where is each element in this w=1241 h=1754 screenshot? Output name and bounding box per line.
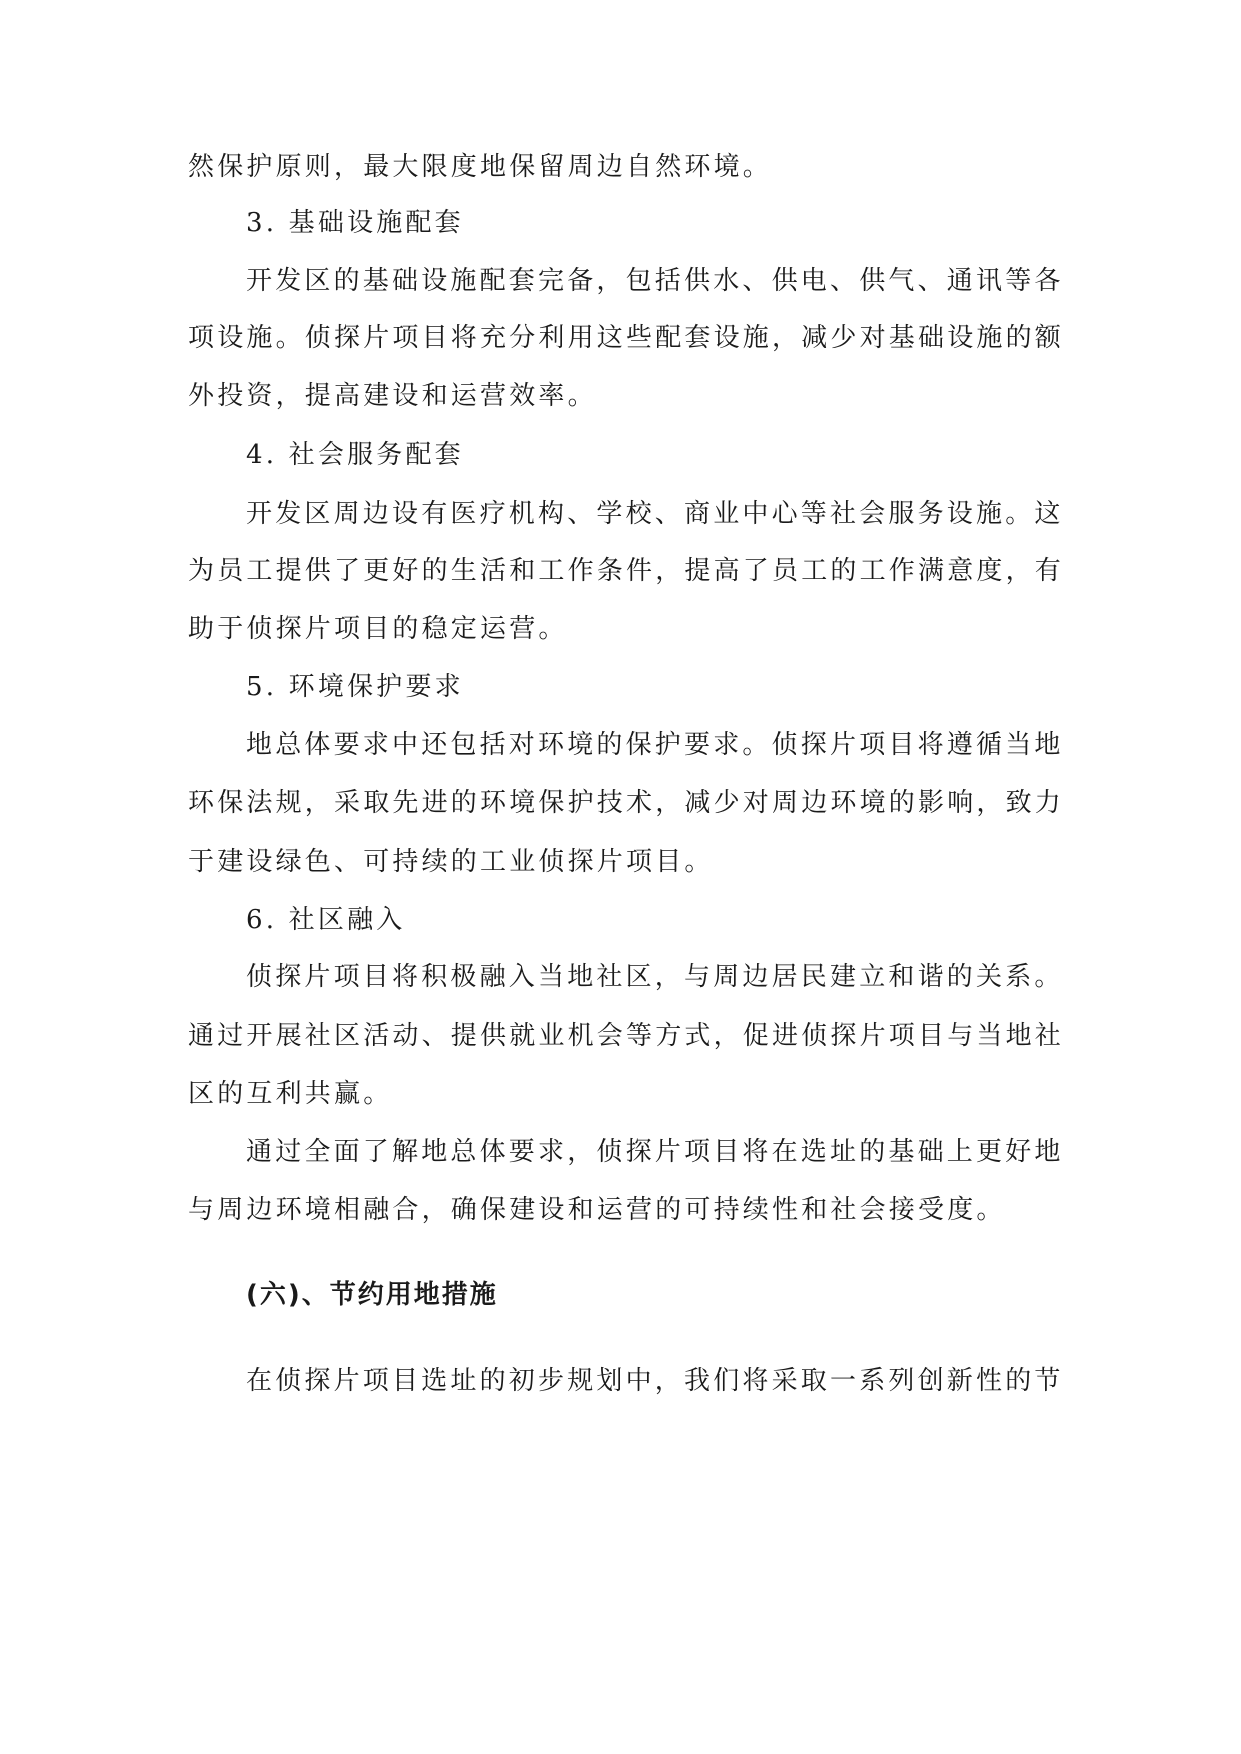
paragraph-line: 于建设绿色、可持续的工业侦探片项目。 [188, 847, 714, 877]
paragraph-line: 通过开展社区活动、提供就业机会等方式，促进侦探片项目与当地社 [188, 1021, 1065, 1051]
paragraph-line: 开发区的基础设施配套完备，包括供水、供电、供气、通讯等各 [246, 266, 1064, 296]
subheading-social-services: 4. 社会服务配套 [246, 440, 464, 470]
paragraph-line: 开发区周边设有医疗机构、学校、商业中心等社会服务设施。这 [246, 499, 1064, 529]
paragraph-line: 项设施。侦探片项目将充分利用这些配套设施，减少对基础设施的额 [188, 323, 1065, 353]
paragraph-line: 环保法规，采取先进的环境保护技术，减少对周边环境的影响，致力 [188, 788, 1065, 818]
subheading-environment: 5. 环境保护要求 [246, 672, 464, 702]
section-heading: (六)、节约用地措施 [246, 1280, 498, 1310]
subheading-infrastructure: 3. 基础设施配套 [246, 208, 464, 238]
paragraph-line: 侦探片项目将积极融入当地社区，与周边居民建立和谐的关系。 [246, 962, 1064, 992]
paragraph-line: 在侦探片项目选址的初步规划中，我们将采取一系列创新性的节 [246, 1366, 1064, 1396]
paragraph-line: 与周边环境相融合，确保建设和运营的可持续性和社会接受度。 [188, 1195, 1006, 1225]
paragraph-line: 然保护原则，最大限度地保留周边自然环境。 [188, 152, 773, 182]
paragraph-line: 为员工提供了更好的生活和工作条件，提高了员工的工作满意度，有 [188, 556, 1065, 586]
paragraph-line: 通过全面了解地总体要求，侦探片项目将在选址的基础上更好地 [246, 1137, 1064, 1167]
subheading-community: 6. 社区融入 [246, 905, 406, 935]
paragraph-line: 地总体要求中还包括对环境的保护要求。侦探片项目将遵循当地 [246, 730, 1064, 760]
paragraph-line: 外投资，提高建设和运营效率。 [188, 381, 597, 411]
paragraph-line: 区的互利共赢。 [188, 1079, 393, 1109]
paragraph-line: 助于侦探片项目的稳定运营。 [188, 614, 568, 644]
